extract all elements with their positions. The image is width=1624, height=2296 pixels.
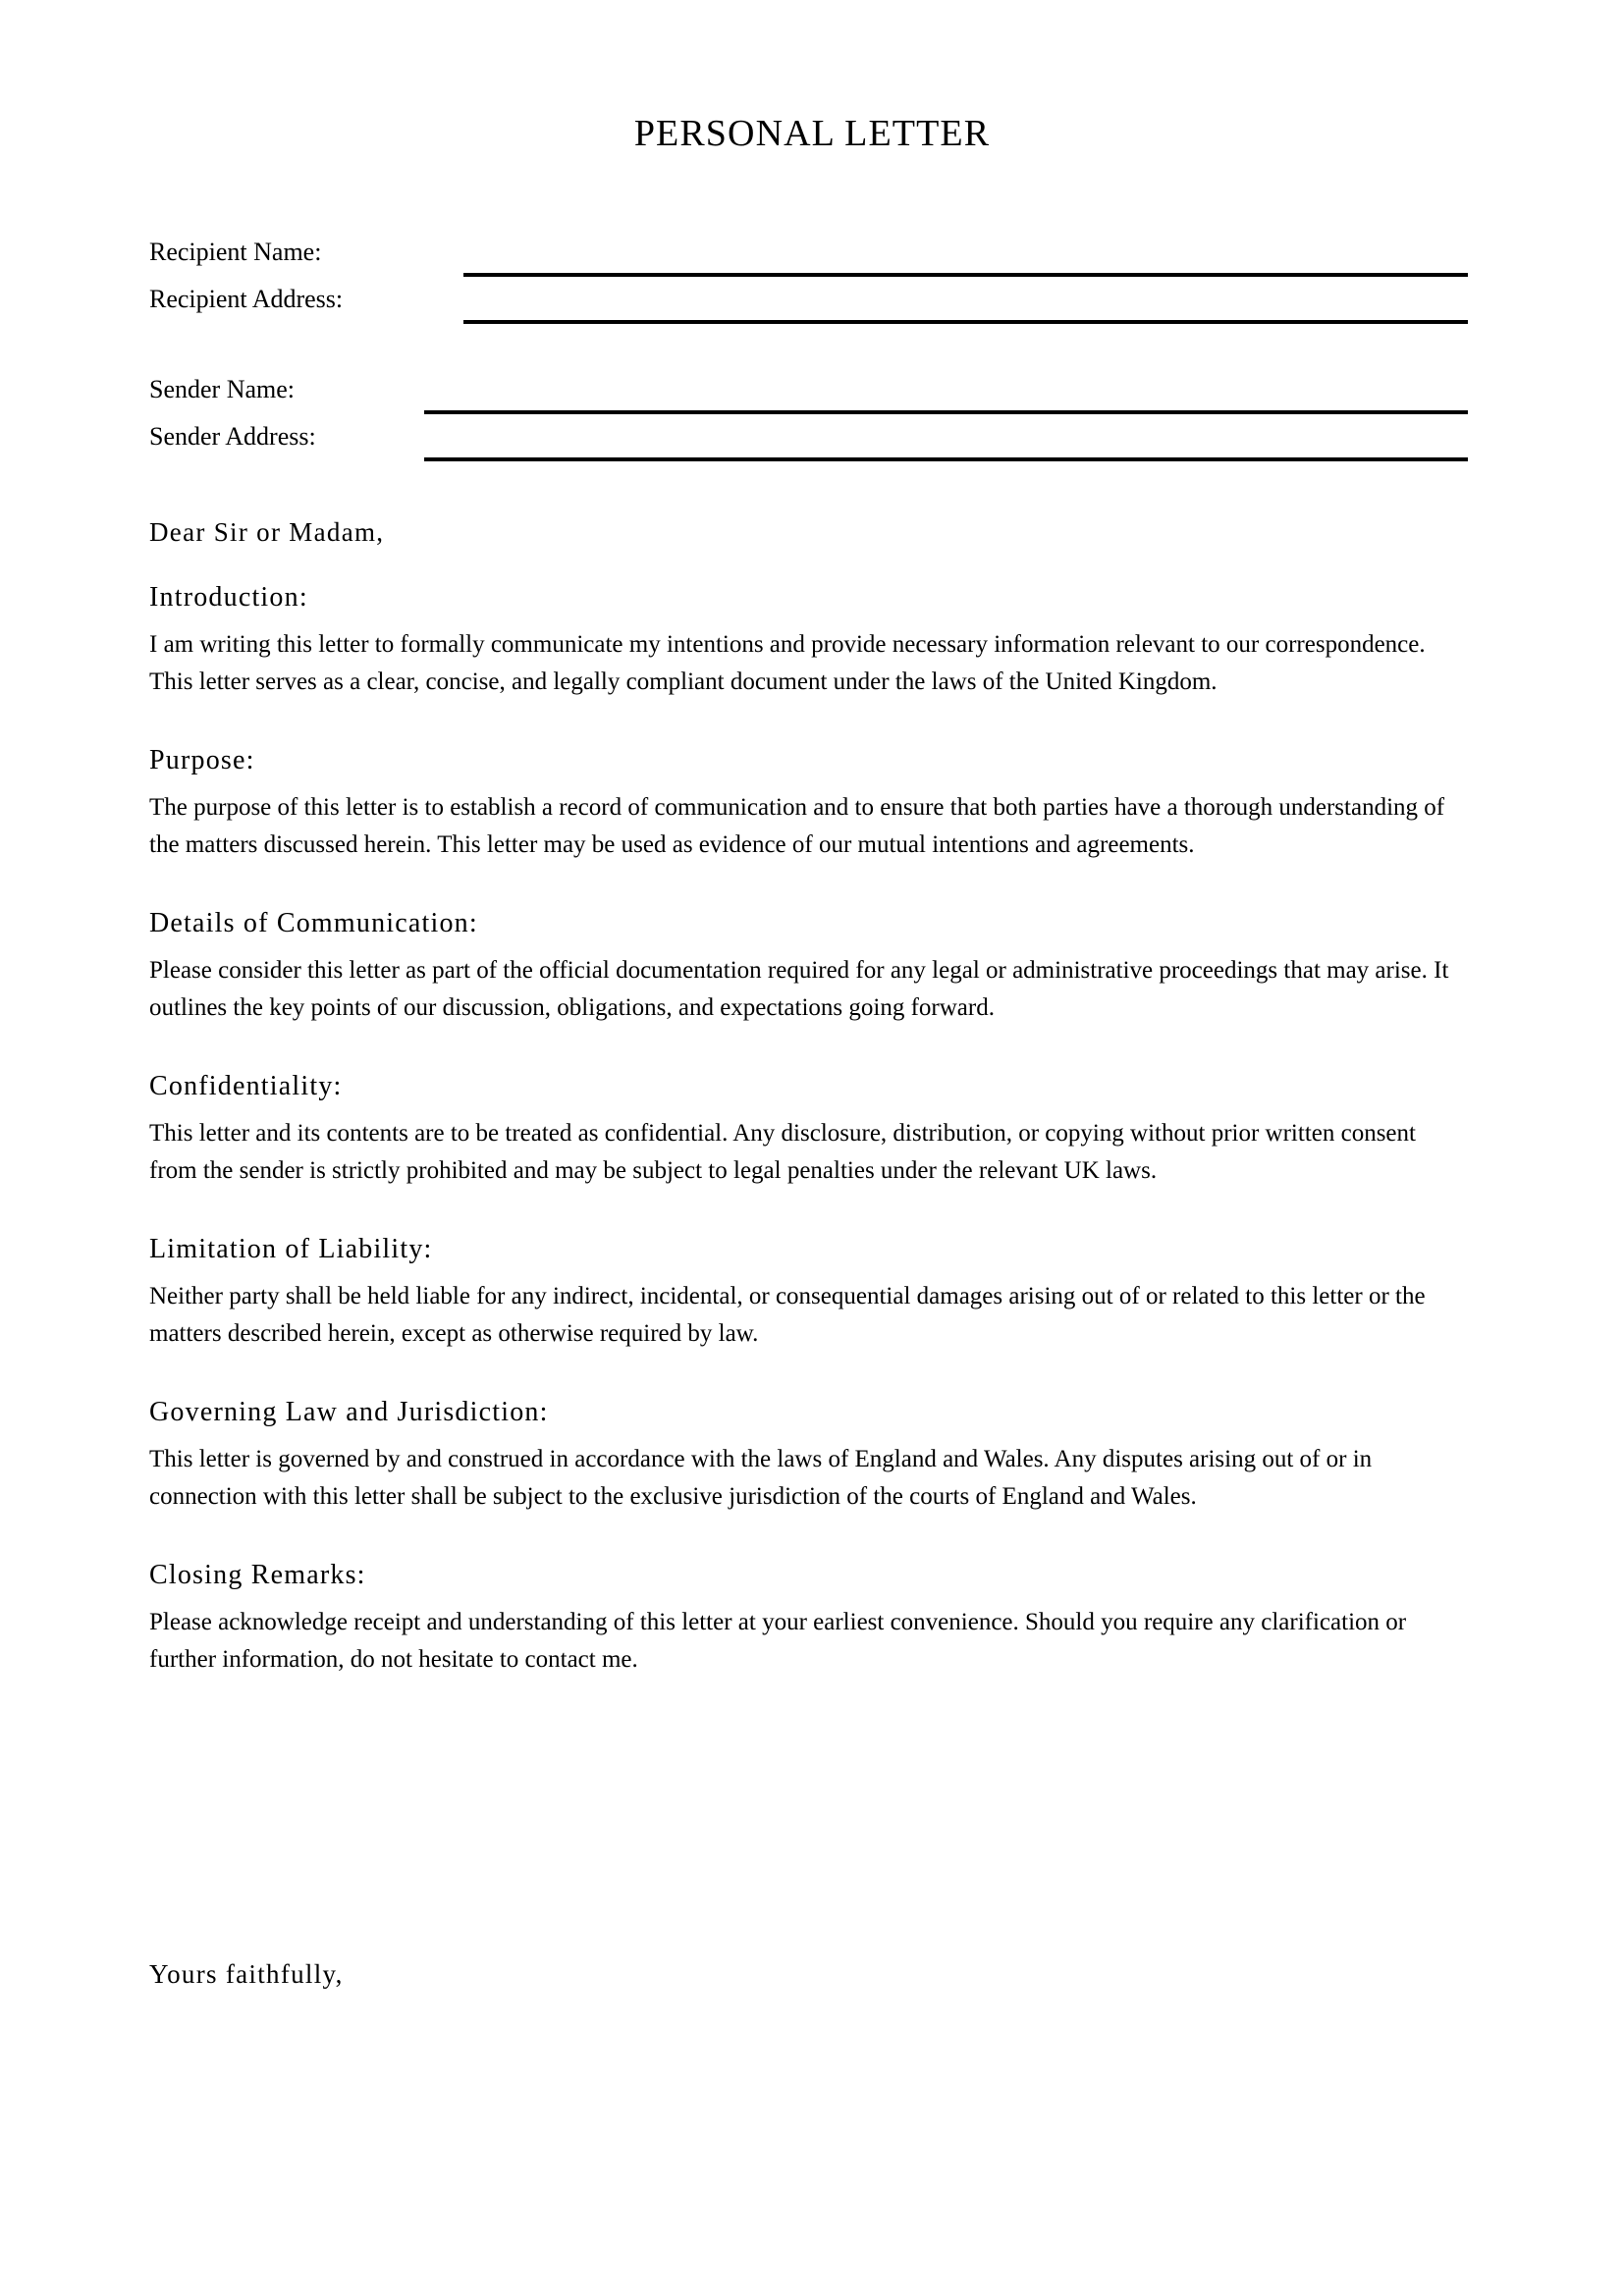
sender-name-input[interactable] — [424, 410, 1468, 414]
recipient-address-input[interactable] — [463, 320, 1468, 324]
section-details-of-communication — [149, 905, 1466, 1027]
section-body: Please consider this letter as part of the official documentation required for any legal or administrative proceedings that may arise. It outlines the key points of our discussion, obligations, and expectations going forward. — [149, 957, 1449, 1021]
recipient-name-row — [149, 236, 1485, 283]
signoff: Yours faithfully, — [149, 1959, 344, 1989]
page-title: PERSONAL LETTER — [633, 113, 991, 154]
section-body: The purpose of this letter is to establish a record of communication and to ensure that both parties have a thorough understanding of the matters discussed herein. This letter may be used as evidence of our mutual intentions and agreements. — [149, 794, 1445, 858]
section-heading: Confidentiality: — [149, 1071, 343, 1101]
section-governing-law-and-jurisdiction — [149, 1394, 1466, 1516]
section-body: Please acknowledge receipt and understanding of this letter at your earliest convenience. Should you require any clarification or further information, do not hesitate to contact me. — [149, 1609, 1407, 1673]
section-body: This letter is governed by and construed in accordance with the laws of England and Wales. Any disputes arising out of or in connection with this letter shall be subject to the exclusive jurisdiction of the courts of England and Wales. — [149, 1446, 1373, 1510]
section-heading: Introduction: — [149, 582, 308, 613]
sender-name-label: Sender Name: — [149, 375, 296, 403]
sender-address-input[interactable] — [424, 457, 1468, 461]
section-body: Neither party shall be held liable for any indirect, incidental, or consequential damages arising out of or related to this letter or the matters described herein, except as otherwise required by law. — [149, 1283, 1426, 1347]
letter-sections — [149, 579, 1466, 1679]
section-heading: Limitation of Liability: — [149, 1234, 433, 1264]
recipient-name-label: Recipient Name: — [149, 238, 322, 266]
section-body: This letter and its contents are to be treated as confidential. Any disclosure, distribution, or copying without prior written consent from the sender is strictly prohibited and may be subject to legal penalties under the relevant UK laws. — [149, 1120, 1416, 1184]
recipient-field-group — [149, 236, 1485, 330]
section-purpose — [149, 742, 1466, 864]
recipient-name-input[interactable] — [463, 273, 1468, 277]
sender-name-row — [149, 373, 1485, 420]
section-heading: Purpose: — [149, 745, 255, 775]
section-limitation-of-liability — [149, 1231, 1466, 1353]
section-introduction — [149, 579, 1466, 701]
sender-address-row — [149, 420, 1485, 467]
sender-field-group — [149, 373, 1485, 467]
section-heading: Governing Law and Jurisdiction: — [149, 1397, 549, 1427]
section-body: I am writing this letter to formally communicate my intentions and provide necessary information relevant to our correspondence. This letter serves as a clear, concise, and legally compliant document under the laws of the United Kingdom. — [149, 631, 1426, 695]
section-heading: Closing Remarks: — [149, 1560, 366, 1590]
section-confidentiality — [149, 1068, 1466, 1190]
sender-address-label: Sender Address: — [149, 422, 316, 451]
section-heading: Details of Communication: — [149, 908, 478, 938]
section-closing-remarks — [149, 1557, 1466, 1679]
salutation: Dear Sir or Madam, — [149, 517, 385, 547]
recipient-address-label: Recipient Address: — [149, 285, 344, 313]
recipient-address-row — [149, 283, 1485, 330]
